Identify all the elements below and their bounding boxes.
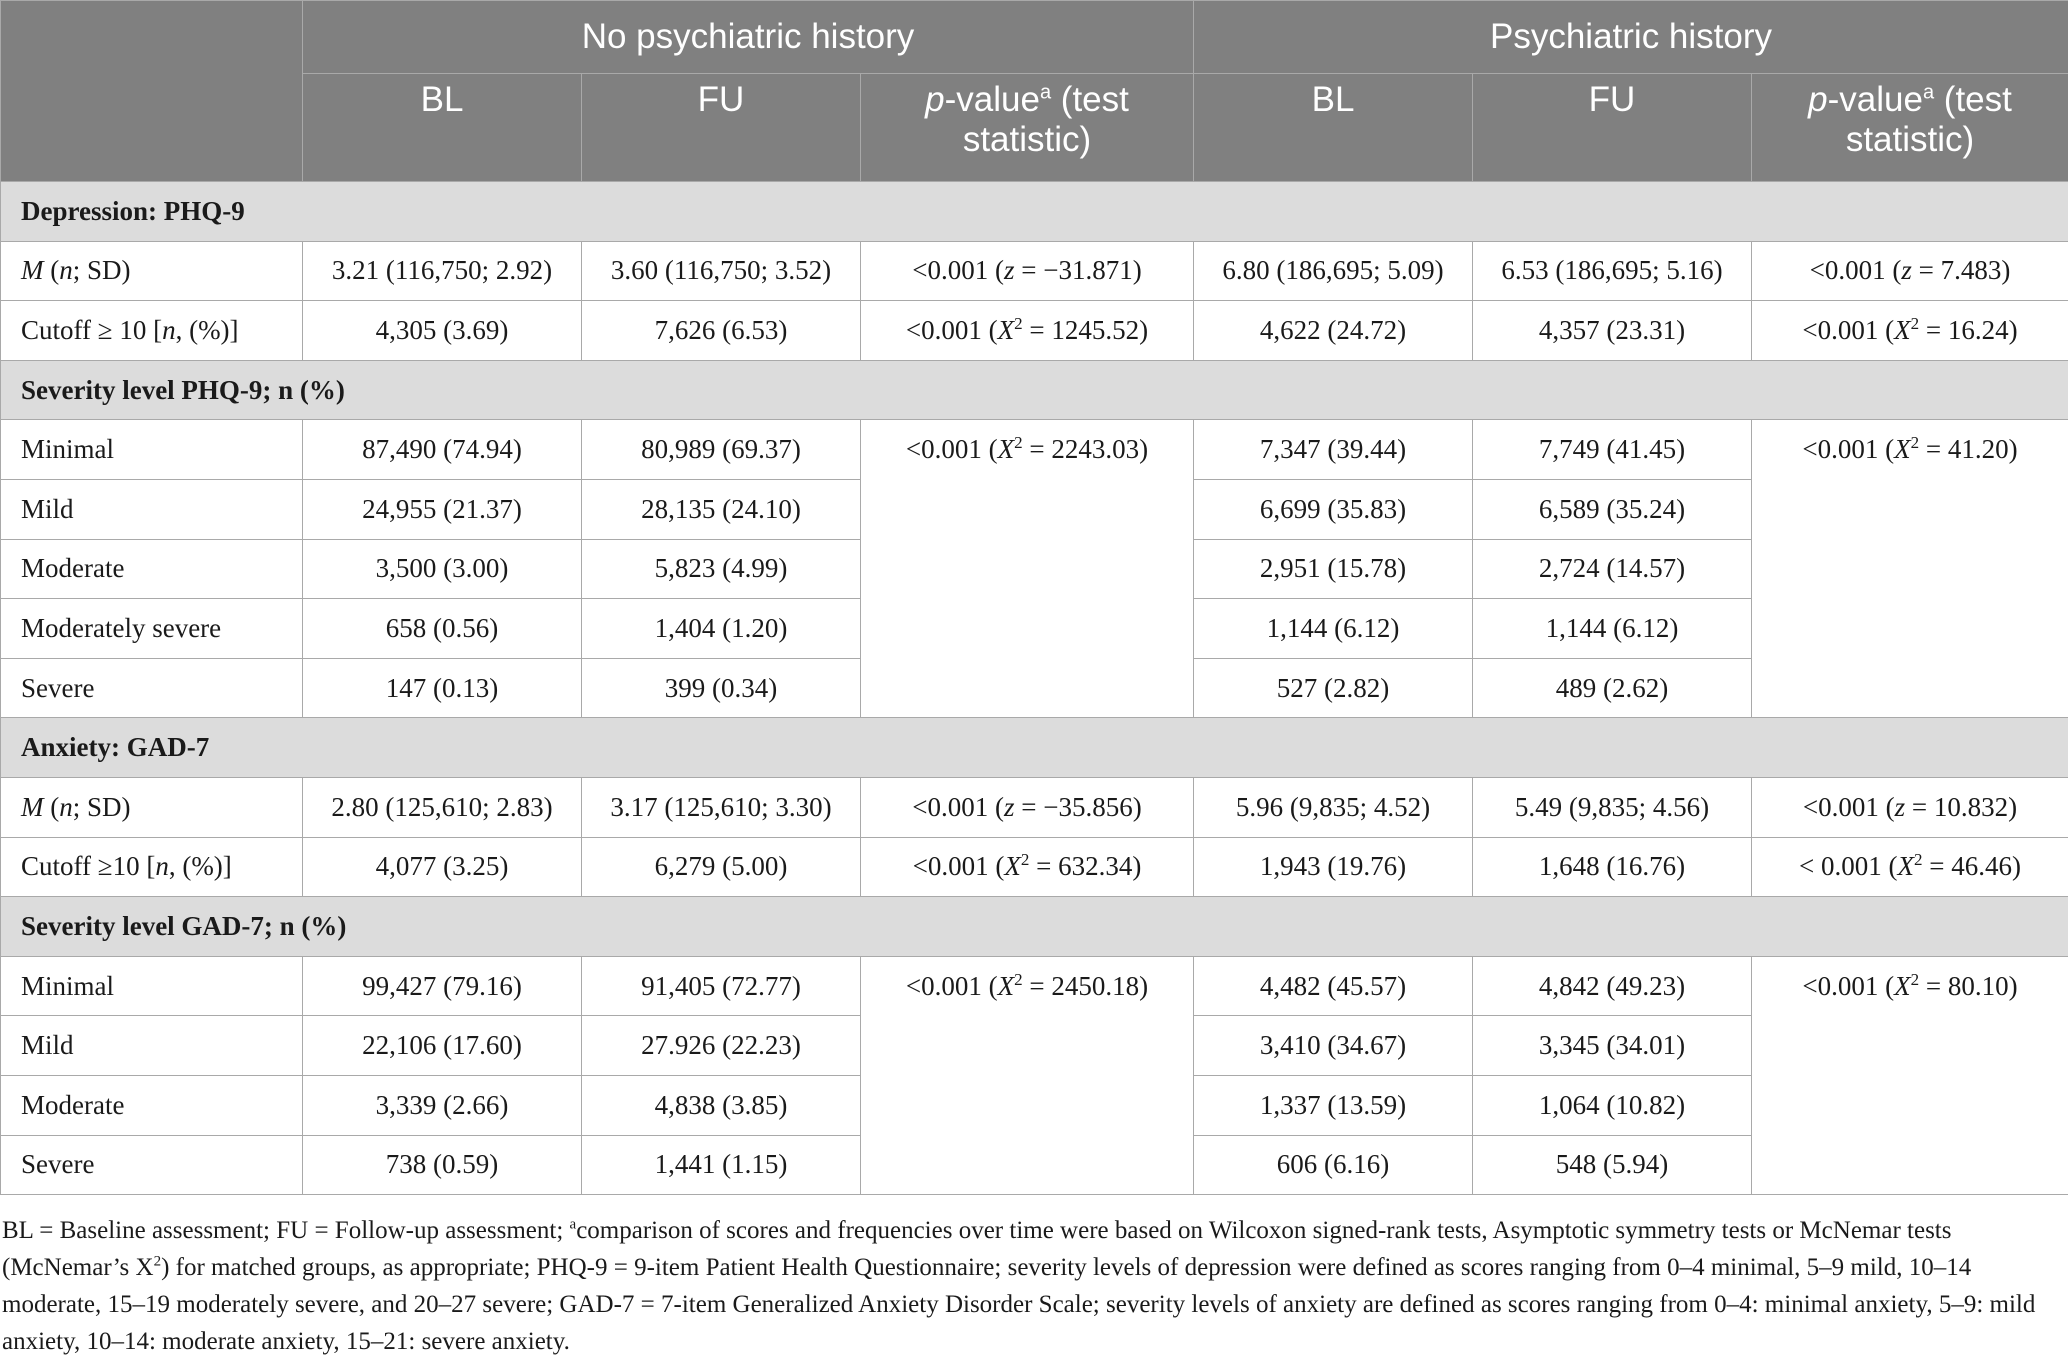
cell: 3,345 (34.01) bbox=[1473, 1016, 1752, 1076]
cell: 22,106 (17.60) bbox=[303, 1016, 582, 1076]
row-label-mean: M (n; SD) bbox=[1, 777, 303, 837]
row-label: Minimal bbox=[1, 956, 303, 1016]
cell: 80,989 (69.37) bbox=[582, 420, 861, 480]
table-footnote bbox=[2, 1212, 2042, 1360]
cell: 738 (0.59) bbox=[303, 1135, 582, 1195]
section-severity-gad: Severity level GAD-7; n (%) bbox=[1, 897, 2068, 957]
cell: 27.926 (22.23) bbox=[582, 1016, 861, 1076]
cell: 4,482 (45.57) bbox=[1194, 956, 1473, 1016]
cell: 3,339 (2.66) bbox=[303, 1075, 582, 1135]
table-row bbox=[1, 241, 2068, 301]
cell: 5,823 (4.99) bbox=[582, 539, 861, 599]
table-row bbox=[1, 420, 2068, 480]
cell: 6.53 (186,695; 5.16) bbox=[1473, 241, 1752, 301]
cell: 1,337 (13.59) bbox=[1194, 1075, 1473, 1135]
pvalue-cell: <0.001 $(X^2 = 1245.52)$ bbox=[861, 301, 1194, 361]
cell: 527 (2.82) bbox=[1194, 658, 1473, 718]
pvalue-cell: <0.001 (z = 7.483) bbox=[1752, 241, 2068, 301]
cell: 658 (0.56) bbox=[303, 599, 582, 659]
cell: 7,626 (6.53) bbox=[582, 301, 861, 361]
cell: 1,648 (16.76) bbox=[1473, 837, 1752, 897]
cell: 3.60 (116,750; 3.52) bbox=[582, 241, 861, 301]
cell: 3.21 (116,750; 2.92) bbox=[303, 241, 582, 301]
section-row bbox=[1, 360, 2068, 420]
header-p-letter: p bbox=[1808, 80, 1828, 119]
cell: 99,427 (79.16) bbox=[303, 956, 582, 1016]
header-fu-yes: FU bbox=[1473, 74, 1752, 182]
cell: 3.17 (125,610; 3.30) bbox=[582, 777, 861, 837]
row-label: Mild bbox=[1, 479, 303, 539]
cell: 2,724 (14.57) bbox=[1473, 539, 1752, 599]
cell: 3,500 (3.00) bbox=[303, 539, 582, 599]
pvalue-cell: <0.001 $(X^2 = 41.20)$ bbox=[1752, 420, 2068, 718]
cell: 87,490 (74.94) bbox=[303, 420, 582, 480]
pvalue-cell: <0.001 (z = 10.832) bbox=[1752, 777, 2068, 837]
cell: 3,410 (34.67) bbox=[1194, 1016, 1473, 1076]
cell: 4,622 (24.72) bbox=[1194, 301, 1473, 361]
cell: 2,951 (15.78) bbox=[1194, 539, 1473, 599]
footnote-text-2: comparison of scores and frequencies over time were based on Wilcoxon signed-rank tests, Asymptotic symmetry tests or McNemar tests (McNemar’s X bbox=[2, 1217, 1952, 1281]
pvalue-cell: <0.001 $(X^2 = 80.10)$ bbox=[1752, 956, 2068, 1194]
header-pvalue-tail: (test statistic) bbox=[1845, 80, 2012, 159]
header-pvalue-no bbox=[861, 74, 1194, 182]
footnote-sup: a bbox=[569, 1216, 577, 1233]
cell: 4,842 (49.23) bbox=[1473, 956, 1752, 1016]
header-bl-yes: BL bbox=[1194, 74, 1473, 182]
footnote-sup-2: 2 bbox=[153, 1253, 162, 1270]
table-row bbox=[1, 301, 2068, 361]
row-label: Moderately severe bbox=[1, 599, 303, 659]
header-pvalue-sup: a bbox=[1922, 81, 1935, 104]
row-label-cutoff: Cutoff ≥ 10 [n, (%)] bbox=[1, 301, 303, 361]
cell: 4,357 (23.31) bbox=[1473, 301, 1752, 361]
cell: 1,144 (6.12) bbox=[1194, 599, 1473, 659]
pvalue-cell: <0.001 $(X^2 = 2450.18)$ bbox=[861, 956, 1194, 1194]
header-group-no-history: No psychiatric history bbox=[303, 1, 1194, 74]
cell: 4,838 (3.85) bbox=[582, 1075, 861, 1135]
cell: 1,144 (6.12) bbox=[1473, 599, 1752, 659]
cell: 1,064 (10.82) bbox=[1473, 1075, 1752, 1135]
cell: 6,279 (5.00) bbox=[582, 837, 861, 897]
pvalue-cell: <0.001 (z = −31.871) bbox=[861, 241, 1194, 301]
cell: 7,347 (39.44) bbox=[1194, 420, 1473, 480]
cell: 5.96 (9,835; 4.52) bbox=[1194, 777, 1473, 837]
table-row bbox=[1, 956, 2068, 1016]
row-label: Moderate bbox=[1, 1075, 303, 1135]
section-row bbox=[1, 182, 2068, 242]
header-group-history: Psychiatric history bbox=[1194, 1, 2068, 74]
row-label: Mild bbox=[1, 1016, 303, 1076]
cell: 6.80 (186,695; 5.09) bbox=[1194, 241, 1473, 301]
cell: 399 (0.34) bbox=[582, 658, 861, 718]
header-pvalue-tail: (test statistic) bbox=[962, 80, 1129, 159]
header-pvalue-text: -value bbox=[1827, 80, 1923, 119]
cell: 7,749 (41.45) bbox=[1473, 420, 1752, 480]
pvalue-cell: < 0.001 $(X^2 = 46.46)$ bbox=[1752, 837, 2068, 897]
table-row bbox=[1, 837, 2068, 897]
section-severity-phq: Severity level PHQ-9; n (%) bbox=[1, 360, 2068, 420]
pvalue-cell: <0.001 $(X^2 = 632.34)$ bbox=[861, 837, 1194, 897]
header-bl-no: BL bbox=[303, 74, 582, 182]
cell: 2.80 (125,610; 2.83) bbox=[303, 777, 582, 837]
cell: 91,405 (72.77) bbox=[582, 956, 861, 1016]
cell: 147 (0.13) bbox=[303, 658, 582, 718]
pvalue-cell: <0.001 $(X^2 = 2243.03)$ bbox=[861, 420, 1194, 718]
cell: 4,077 (3.25) bbox=[303, 837, 582, 897]
row-label: Minimal bbox=[1, 420, 303, 480]
header-pvalue-sup: a bbox=[1039, 81, 1052, 104]
row-label-cutoff: Cutoff ≥10 [n, (%)] bbox=[1, 837, 303, 897]
row-label-mean: M (n; SD) bbox=[1, 241, 303, 301]
cell: 1,441 (1.15) bbox=[582, 1135, 861, 1195]
header-pvalue-text: -value bbox=[944, 80, 1040, 119]
section-row bbox=[1, 897, 2068, 957]
cell: 4,305 (3.69) bbox=[303, 301, 582, 361]
header-p-letter: p bbox=[925, 80, 945, 119]
footnote-text-3: ) for matched groups, as appropriate; PHQ-9 = 9-item Patient Health Questionnaire; severity levels of depression were defined as scores ranging from 0–4 minimal, 5–9 mild, 10–14 moderate, 15–19 moderately severe, and 20–27 severe; GAD-7 = 7-item Generalized Anxiety Disorder Scale; severity levels of anxiety are defined as scores ranging from 0–4: minimal anxiety, 5–9: mild anxiety, 10–14: moderate anxiety, 15–21: severe anxiety. bbox=[2, 1254, 2036, 1355]
cell: 548 (5.94) bbox=[1473, 1135, 1752, 1195]
cell: 1,404 (1.20) bbox=[582, 599, 861, 659]
header-corner bbox=[1, 1, 303, 182]
section-anxiety: Anxiety: GAD-7 bbox=[1, 718, 2068, 778]
row-label: Moderate bbox=[1, 539, 303, 599]
pvalue-cell: <0.001 $(X^2 = 16.24)$ bbox=[1752, 301, 2068, 361]
cell: 606 (6.16) bbox=[1194, 1135, 1473, 1195]
cell: 24,955 (21.37) bbox=[303, 479, 582, 539]
footnote-text-1: BL = Baseline assessment; FU = Follow-up assessment; bbox=[2, 1217, 570, 1244]
cell: 6,589 (35.24) bbox=[1473, 479, 1752, 539]
cell: 489 (2.62) bbox=[1473, 658, 1752, 718]
section-row bbox=[1, 718, 2068, 778]
cell: 1,943 (19.76) bbox=[1194, 837, 1473, 897]
table-header bbox=[1, 1, 2068, 182]
cell: 5.49 (9,835; 4.56) bbox=[1473, 777, 1752, 837]
header-pvalue-yes bbox=[1752, 74, 2068, 182]
cell: 28,135 (24.10) bbox=[582, 479, 861, 539]
row-label: Severe bbox=[1, 1135, 303, 1195]
section-depression: Depression: PHQ-9 bbox=[1, 182, 2068, 242]
cell: 6,699 (35.83) bbox=[1194, 479, 1473, 539]
header-fu-no: FU bbox=[582, 74, 861, 182]
row-label: Severe bbox=[1, 658, 303, 718]
table-row bbox=[1, 777, 2068, 837]
pvalue-cell: <0.001 (z = −35.856) bbox=[861, 777, 1194, 837]
